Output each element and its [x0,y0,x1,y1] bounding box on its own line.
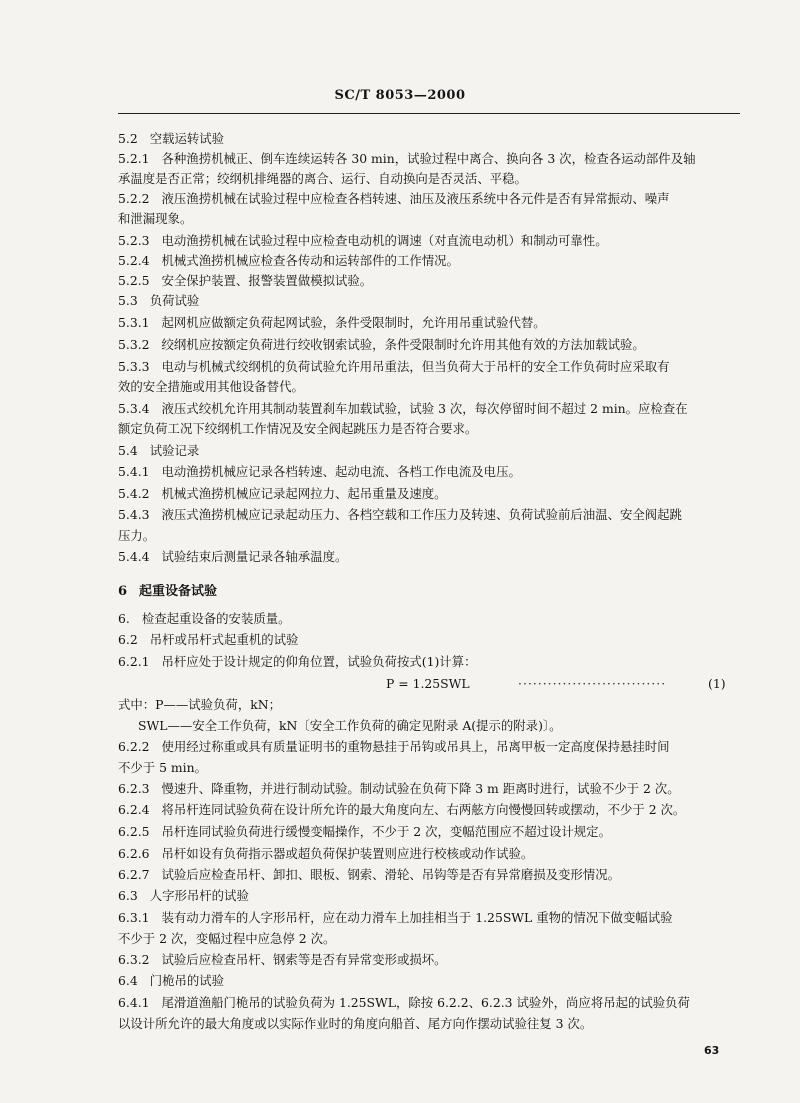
paragraph: 6.2.2 使用经过称重或具有质量证明书的重物悬挂于吊钩或吊具上，吊离甲板一定高度保持悬挂时间 [118,739,670,754]
formula-where: 式中：P——试验负荷，kN； [118,697,281,712]
paragraph: 5.3.2 绞纲机应按额定负荷进行绞收钢索试验，条件受限制时允许用其他有效的方法加载试验。 [118,337,645,352]
paragraph: 6.4.1 尾滑道渔船门桅吊的试验负荷为 1.25SWL，除按 6.2.2、6.2.3 试验外，尚应将吊起的试验负荷 [118,995,690,1010]
paragraph: 5.2.2 液压渔捞机械在试验过程中应检查各档转速、油压及液压系统中各元件是否有异常振动、噪声 [118,191,670,206]
paragraph: 6.3.1 装有动力滑车的人字形吊杆，应在动力滑车上加挂相当于 1.25SWL 重物的情况下做变幅试验 [118,910,673,925]
section-heading: 5.3 负荷试验 [118,293,200,308]
equation-number: (1) [708,676,726,691]
paragraph: 5.2.1 各种渔捞机械正、倒车连续运转各 30 min，试验过程中离合、换向各 3 次，检查各运动部件及轴 [118,151,696,166]
paragraph: 5.3.4 液压式绞机允许用其制动装置刹车加载试验，试验 3 次，每次停留时间不超过 2 min。应检查在 [118,401,688,416]
paragraph-continuation: 不少于 5 min。 [118,760,208,775]
paragraph: 5.4.2 机械式渔捞机械应记录起网拉力、起吊重量及速度。 [118,486,447,501]
paragraph: 6. 检查起重设备的安装质量。 [118,611,291,626]
header-rule [118,113,740,114]
paragraph: 5.2.4 机械式渔捞机械应检查各传动和运转部件的工作情况。 [118,253,459,268]
paragraph: 6.2.7 试验后应检查吊杆、卸扣、眼板、钢索、滑轮、吊钩等是否有异常磨损及变形情况。 [118,867,620,882]
page-number: 63 [704,1044,720,1057]
section-heading: 5.4 试验记录 [118,443,200,458]
paragraph-continuation: 效的安全措施或用其他设备替代。 [118,379,304,394]
chapter-heading: 6 起重设备试验 [118,584,218,599]
paragraph-continuation: 和泄漏现象。 [118,211,193,226]
section-heading: 5.2 空载运转试验 [118,131,225,146]
paragraph-continuation: 压力。 [118,528,156,543]
paragraph: 6.2.5 吊杆连同试验负荷进行缓慢变幅操作，不少于 2 次，变幅范围应不超过设计规定。 [118,824,611,839]
page-header: SC/T 8053—2000 [334,88,466,103]
formula-leader-dots: ······························ [518,676,667,691]
paragraph: 6.2.4 将吊杆连同试验负荷在设计所允许的最大角度向左、右两舷方向慢慢回转或摆动，不少于 2 次。 [118,802,686,817]
paragraph: 5.2.5 安全保护装置、报警装置做模拟试验。 [118,273,373,288]
section-heading: 6.2 吊杆或吊杆式起重机的试验 [118,632,299,647]
paragraph: 6.2.6 吊杆如设有负荷指示器或超负荷保护装置则应进行校核或动作试验。 [118,846,534,861]
paragraph: 6.2.3 慢速升、降重物，并进行制动试验。制动试验在负荷下降 3 m 距离时进行，试验不少于 2 次。 [118,781,680,796]
paragraph: 6.3.2 试验后应检查吊杆、钢索等是否有异常变形或损坏。 [118,952,447,967]
paragraph: 5.2.3 电动渔捞机械在试验过程中应检查电动机的调速（对直流电动机）和制动可靠性。 [118,233,608,248]
paragraph: 5.4.1 电动渔捞机械应记录各档转速、起动电流、各档工作电流及电压。 [118,464,521,479]
paragraph-continuation: 以设计所允许的最大角度或以实际作业时的角度向船首、尾方向作摆动试验往复 3 次。 [118,1016,593,1031]
paragraph: 5.3.3 电动与机械式绞纲机的负荷试验允许用吊重法，但当负荷大于吊杆的安全工作负荷时应采取有 [118,359,670,374]
paragraph-continuation: 额定负荷工况下绞纲机工作情况及安全阀起跳压力是否符合要求。 [118,421,478,436]
paragraph: 6.2.1 吊杆应处于设计规定的仰角位置，试验负荷按式(1)计算： [118,654,477,669]
paragraph-continuation: 承温度是否正常；绞纲机排绳器的离合、运行、自动换向是否灵活、平稳。 [118,171,527,186]
paragraph: 5.3.1 起网机应做额定负荷起网试验，条件受限制时，允许用吊重试验代替。 [118,315,546,330]
paragraph: 5.4.4 试验结束后测量记录各轴承温度。 [118,549,348,564]
paragraph: 5.4.3 液压式渔捞机械应记录起动压力、各档空载和工作压力及转速、负荷试验前后油温、安全阀起跳 [118,507,682,522]
section-heading: 6.3 人字形吊杆的试验 [118,888,249,903]
formula-expression: P = 1.25SWL [386,676,470,691]
paragraph-continuation: 不少于 2 次，变幅过程中应急停 2 次。 [118,931,336,946]
formula-where-item: SWL——安全工作负荷，kN〔安全工作负荷的确定见附录 A(提示的附录)〕。 [138,718,562,733]
section-heading: 6.4 门桅吊的试验 [118,973,225,988]
